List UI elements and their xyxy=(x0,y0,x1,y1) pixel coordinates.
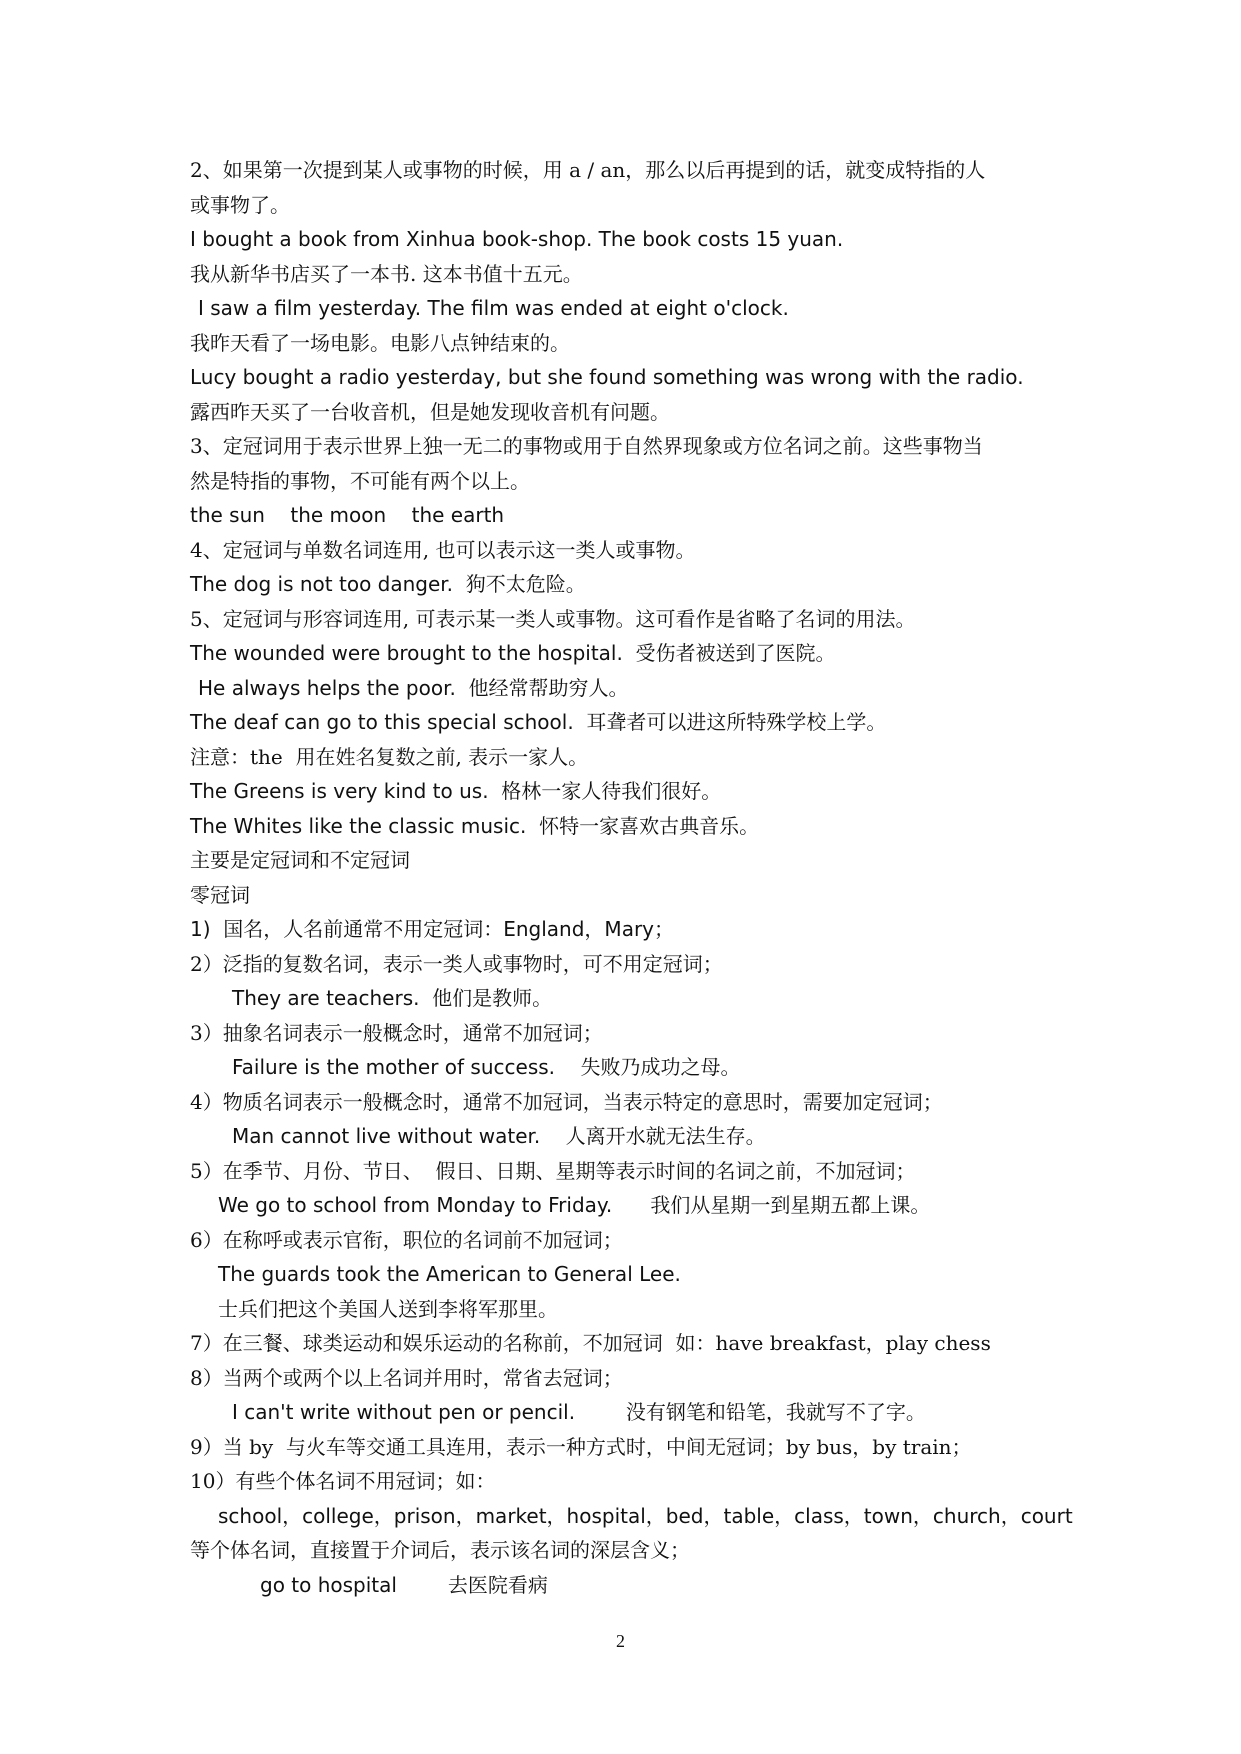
text-line: school，college，prison，market，hospital，bed，table，class，town，church，court xyxy=(218,1503,1073,1528)
text-line: I saw a film yesterday. The film was ended at eight o'clock. xyxy=(198,296,789,320)
text-line: 主要是定冠词和不定冠词 xyxy=(190,848,410,872)
text-line: 我从新华书店买了一本书. 这本书值十五元。 xyxy=(190,261,583,286)
page-content xyxy=(190,153,1073,1602)
text-line: 9）当 by 与火车等交通工具连用，表示一种方式时，中间无冠词；by bus，by train； xyxy=(190,1434,972,1459)
text-line: 零冠词 xyxy=(190,882,250,907)
text-line: 6）在称呼或表示官衔，职位的名词前不加冠词； xyxy=(190,1227,623,1252)
text-line: go to hospital 去医院看病 xyxy=(260,1572,548,1597)
text-line: The Whites like the classic music. 怀特一家喜欢古典音乐。 xyxy=(190,813,760,838)
text-line: 等个体名词，直接置于介词后，表示该名词的深层含义； xyxy=(190,1538,690,1562)
text-line: Failure is the mother of success. 失败乃成功之母。 xyxy=(232,1055,741,1079)
text-line: 我昨天看了一场电影。电影八点钟结束的。 xyxy=(190,330,570,355)
text-line: 3）抽象名词表示一般概念时，通常不加冠词； xyxy=(190,1020,603,1045)
page-number: 2 xyxy=(616,1631,625,1651)
text-line: The deaf can go to this special school. 耳聋者可以进这所特殊学校上学。 xyxy=(190,710,887,734)
text-line: 士兵们把这个美国人送到李将军那里。 xyxy=(218,1296,558,1321)
text-line: I can't write without pen or pencil. 没有钢笔和铅笔，我就写不了字。 xyxy=(232,1400,926,1424)
text-line: 2、如果第一次提到某人或事物的时候，用 a / an，那么以后再提到的话，就变成特指的人 xyxy=(190,158,986,182)
text-line: We go to school from Monday to Friday. 我们从星期一到星期五都上课。 xyxy=(218,1193,931,1217)
text-line: 露西昨天买了一台收音机，但是她发现收音机有问题。 xyxy=(190,399,670,424)
text-line: 4、定冠词与单数名词连用, 也可以表示这一类人或事物。 xyxy=(190,537,696,562)
text-line: 注意：the 用在姓名复数之前, 表示一家人。 xyxy=(190,744,589,769)
text-line: 4）物质名词表示一般概念时，通常不加冠词，当表示特定的意思时，需要加定冠词； xyxy=(190,1089,943,1114)
text-line: 8）当两个或两个以上名词并用时，常省去冠词； xyxy=(190,1365,623,1390)
text-line: Lucy bought a radio yesterday, but she found something was wrong with the radio. xyxy=(190,365,1024,389)
text-line: He always helps the poor. 他经常帮助穷人。 xyxy=(198,675,629,700)
text-line: the sun the moon the earth xyxy=(190,503,505,527)
text-line: The guards took the American to General Lee. xyxy=(218,1262,681,1286)
text-line: They are teachers. 他们是教师。 xyxy=(232,986,553,1010)
text-line: The dog is not too danger. 狗不太危险。 xyxy=(190,572,586,596)
text-line: 然是特指的事物，不可能有两个以上。 xyxy=(190,468,530,493)
text-line: Man cannot live without water. 人离开水就无法生存。 xyxy=(232,1124,766,1148)
text-line: 2）泛指的复数名词，表示一类人或事物时，可不用定冠词； xyxy=(190,951,723,976)
text-line: 1) 国名，人名前通常不用定冠词：England，Mary； xyxy=(190,917,675,941)
text-line: 7）在三餐、球类运动和娱乐运动的名称前，不加冠词 如：have breakfast，play chess xyxy=(190,1331,991,1355)
text-line: The Greens is very kind to us. 格林一家人待我们很好。 xyxy=(190,779,722,803)
text-line: 10）有些个体名词不用冠词；如： xyxy=(190,1469,496,1493)
text-line: 或事物了。 xyxy=(190,192,290,217)
text-line: The wounded were brought to the hospital. 受伤者被送到了医院。 xyxy=(190,641,836,665)
text-line: 5、定冠词与形容词连用, 可表示某一类人或事物。这可看作是省略了名词的用法。 xyxy=(190,606,916,631)
text-line: I bought a book from Xinhua book-shop. The book costs 15 yuan. xyxy=(190,227,844,251)
text-line: 5）在季节、月份、节日、 假日、日期、星期等表示时间的名词之前，不加冠词； xyxy=(190,1158,916,1183)
text-line: 3、定冠词用于表示世界上独一无二的事物或用于自然界现象或方位名词之前。这些事物当 xyxy=(190,434,983,458)
